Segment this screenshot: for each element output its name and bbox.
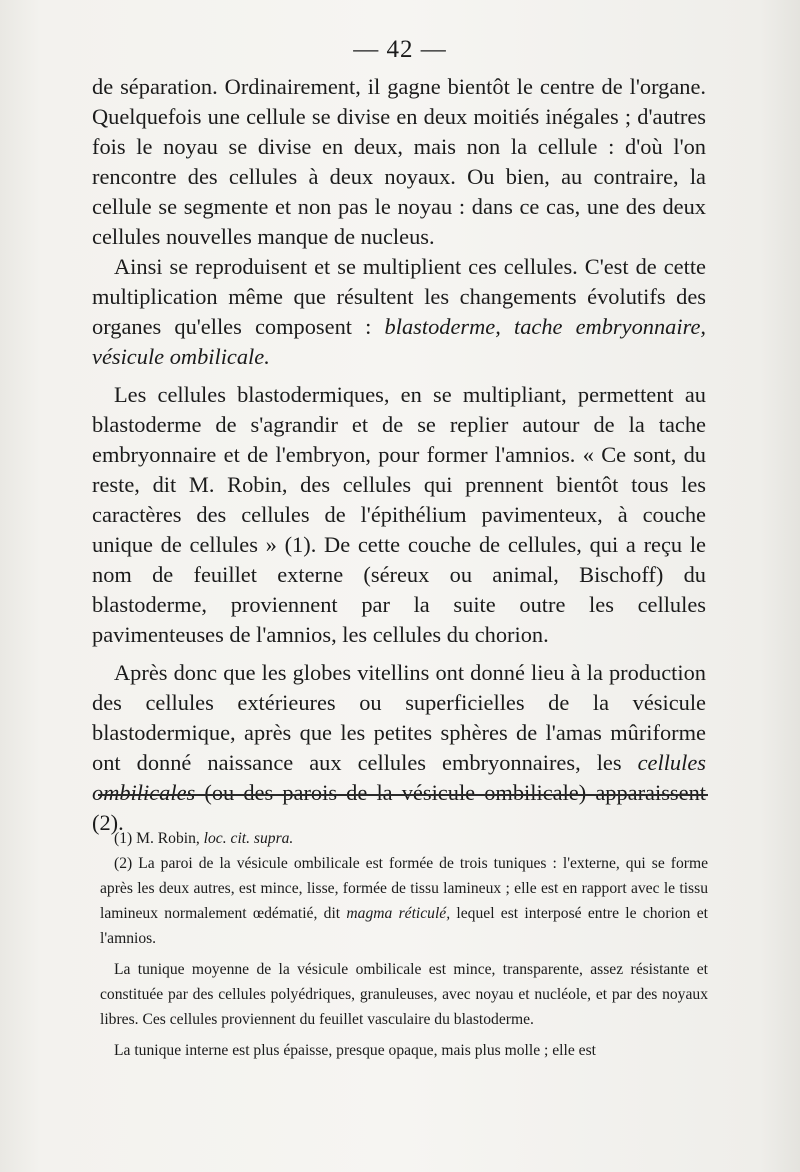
footnote-separator [98, 794, 708, 796]
paragraph-4 [92, 658, 706, 838]
footnote-2-continued-b: La tunique interne est plus épaisse, presque opaque, mais plus molle ; elle est [114, 1042, 596, 1059]
paragraph-2-text: Ainsi se reproduisent et se multiplient ces cellules. C'est de cette multiplication même que résultent les changements évolutifs des organes qu'elles composent : [92, 254, 706, 339]
footnotes [100, 826, 708, 1063]
paragraph-2 [92, 252, 706, 372]
paragraph-4-text: Après donc que les globes vitellins ont donné lieu à la production des cellules extérieures ou superficielles de la vésicule blastodermique, après que les petites sphères de l'amas mûriforme ont donné naissance aux cellules embryonnaires, les [92, 660, 706, 775]
paragraph-3: Les cellules blastodermiques, en se multipliant, permettent au blastoderme de s'agrandir et de se replier autour de la tache embryonnaire et de l'embryon, pour former l'amnios. « Ce sont, du reste, dit M. Robin, des cellules qui prennent bientôt tous les caractères des cellules de l'épithélium pavimenteux, à couche unique de cellules » (1). De cette couche de cellules, qui a reçu le nom de feuillet externe (séreux ou animal, Bischoff) du blastoderme, proviennent par la suite outre les cellules pavimenteuses de l'amnios, les cellules du chorion. [92, 382, 706, 647]
footnote-1 [100, 826, 708, 851]
footnote-2 [100, 851, 708, 951]
footnote-1-text: (1) M. Robin, [114, 830, 204, 847]
paragraph-1: de séparation. Ordinairement, il gagne bientôt le centre de l'organe. Quelquefois une cellule se divise en deux moitiés inégales ; d'autres fois le noyau se divise en deux, mais non la cellule : d'où l'on rencontre des cellules à deux noyaux. Ou bien, au contraire, la cellule se segmente et non pas le noyau : dans ce cas, une des deux cellules nouvelles manque de nucleus. [92, 74, 706, 249]
footnote-1-italic: loc. cit. supra. [203, 830, 294, 847]
paragraph-2-italic: blastoderme, tache embryonnaire, vésicule ombilicale. [92, 314, 706, 369]
footnote-2-italic: magma réticulé, [346, 905, 451, 922]
page-number: — 42 — [353, 36, 447, 63]
footnote-2-continued-a: La tunique moyenne de la vésicule ombilicale est mince, transparente, assez résistante et constituée par des cellules polyédriques, granuleuses, avec noyau et nucléole, et par des noyaux libres. Ces cellules proviennent du feuillet vasculaire du blastoderme. [100, 961, 708, 1028]
paragraph-4-italic: cellules ombilicales [92, 750, 706, 805]
footnote-2-text: (2) La paroi de la vésicule ombilicale est formée de trois tuniques : l'externe, qui se forme après les deux autres, est mince, lisse, formée de tissu lamineux ; elle est en rapport avec le tissu lamineux normalement œdématié, dit [100, 855, 708, 922]
main-text [92, 72, 706, 838]
footnote-2-end: lequel est interposé entre le chorion et l'amnios. [100, 905, 708, 947]
paragraph-4-end: (ou des parois de la vésicule ombilicale) apparaissent (2). [92, 780, 706, 835]
